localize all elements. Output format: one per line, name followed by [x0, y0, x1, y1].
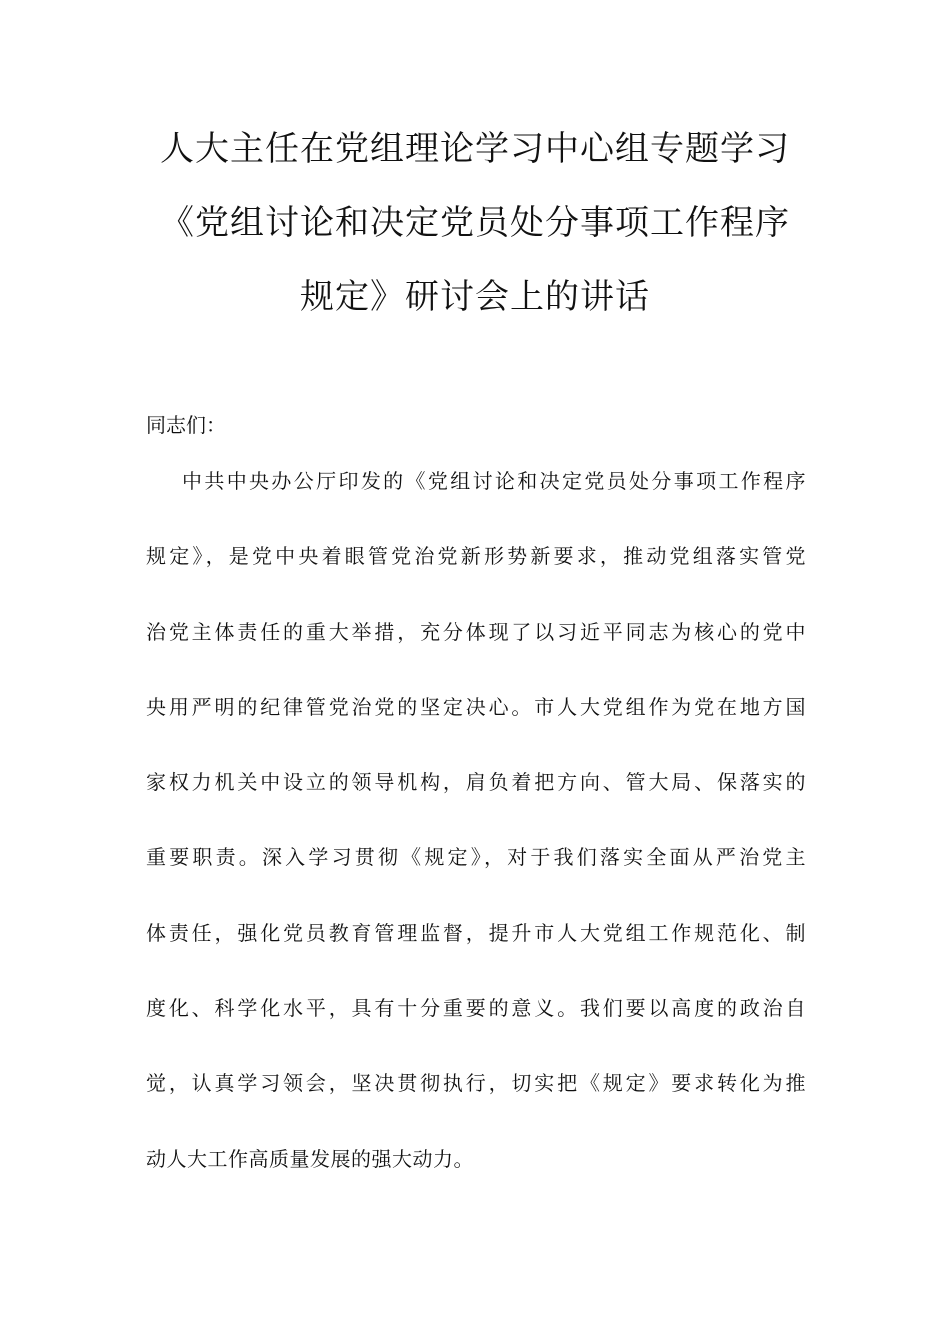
paragraph-line: 规定》，是党中央着眼管党治党新形势新要求，推动党组落实管党	[146, 544, 806, 569]
body-paragraph	[146, 466, 806, 1219]
paragraph-line: 动人大工作高质量发展的强大动力。	[146, 1146, 474, 1171]
paragraph-line: 家权力机关中设立的领导机构，肩负着把方向、管大局、保落实的	[146, 770, 806, 795]
title-line-1: 人大主任在党组理论学习中心组专题学习	[160, 129, 790, 169]
title-line-2: 《党组讨论和决定党员处分事项工作程序	[160, 203, 790, 243]
paragraph-line: 重要职责。深入学习贯彻《规定》，对于我们落实全面从严治党主	[146, 845, 806, 870]
document-title	[130, 112, 820, 334]
greeting: 同志们：	[146, 413, 226, 437]
paragraph-line: 中共中央办公厅印发的《党组讨论和决定党员处分事项工作程序	[182, 469, 806, 493]
paragraph-line: 觉，认真学习领会，坚决贯彻执行，切实把《规定》要求转化为推	[146, 1071, 806, 1096]
paragraph-line: 体责任，强化党员教育管理监督，提升市人大党组工作规范化、制	[146, 920, 806, 945]
paragraph-line: 央用严明的纪律管党治党的坚定决心。市人大党组作为党在地方国	[146, 694, 806, 719]
title-line-3: 规定》研讨会上的讲话	[300, 277, 650, 317]
paragraph-line: 治党主体责任的重大举措，充分体现了以习近平同志为核心的党中	[146, 619, 806, 644]
paragraph-line: 度化、科学化水平，具有十分重要的意义。我们要以高度的政治自	[146, 996, 806, 1021]
